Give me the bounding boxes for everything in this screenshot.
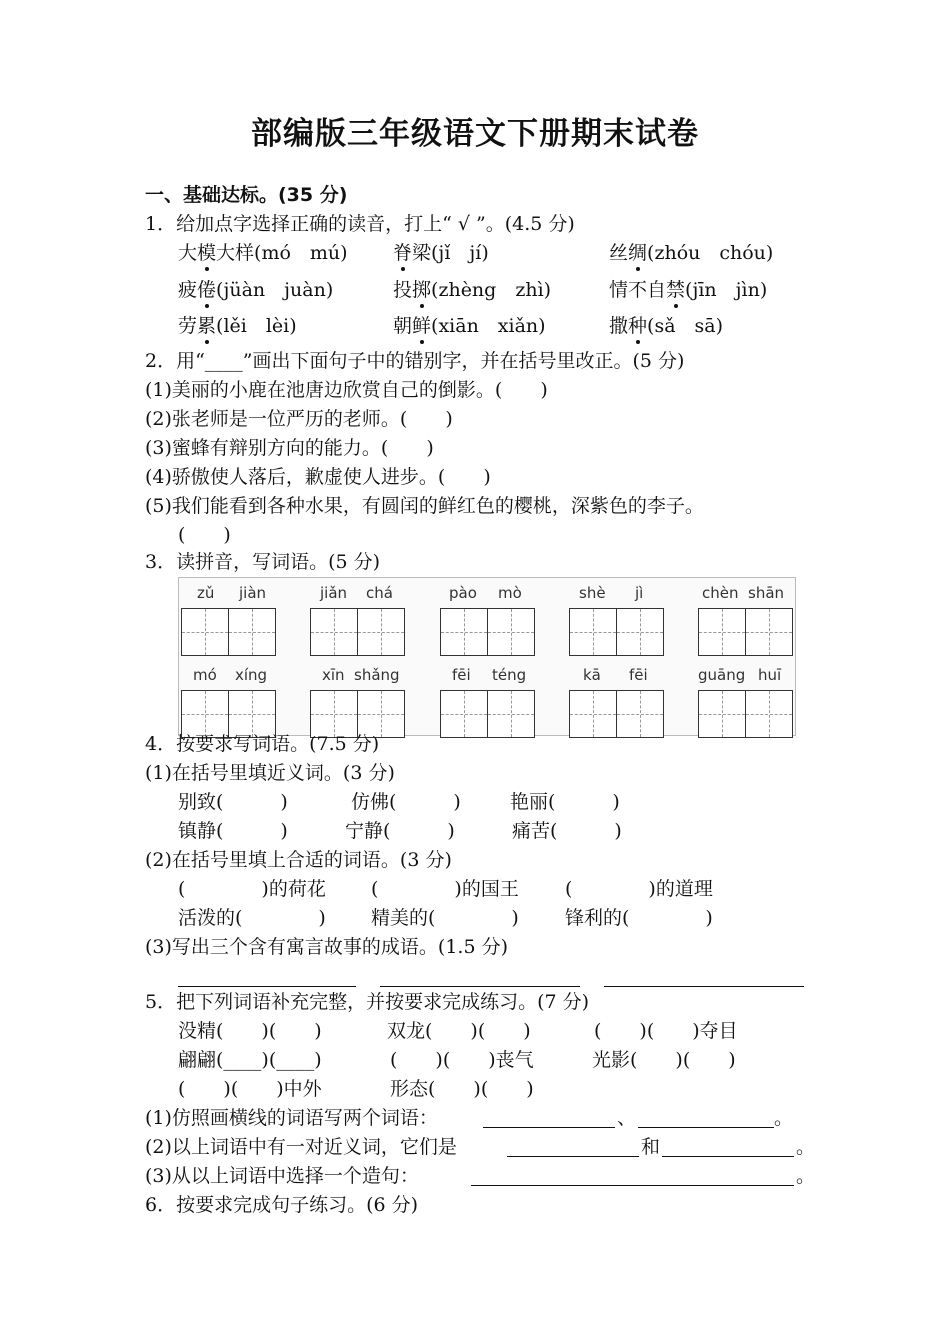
q2-line: (2)张老师是一位严历的老师。( ): [145, 408, 453, 430]
writing-box[interactable]: [310, 690, 358, 738]
pinyin-syllable: pào: [449, 584, 477, 602]
q4-synonym-item: 镇静( ): [178, 820, 288, 842]
q4-fit-item: ( )的国王: [371, 878, 519, 900]
pinyin-syllable: xīn: [322, 666, 345, 684]
writing-box[interactable]: [181, 690, 229, 738]
q5-word: 双龙( )( ): [387, 1020, 531, 1042]
q2-line: (1)美丽的小鹿在池唐边欣赏自己的倒影。( ): [145, 379, 548, 401]
q4-synonym-item: 别致( ): [178, 791, 288, 813]
pinyin-syllable: zǔ: [197, 584, 215, 602]
pinyin-syllable: téng: [492, 666, 527, 684]
writing-box[interactable]: [228, 690, 276, 738]
q5-sub1-label: (1)仿照画横线的词语写两个词语：: [145, 1107, 438, 1129]
q1-item: 投掷(zhèng zhì): [393, 279, 552, 301]
answer-line[interactable]: [471, 1185, 794, 1186]
q4-subheading: (2)在括号里填上合适的词语。(3 分): [145, 849, 452, 871]
writing-box[interactable]: [616, 690, 664, 738]
q2-line: (5)我们能看到各种水果，有圆闰的鲜红色的樱桃，深紫色的李子。: [145, 495, 704, 517]
question-2-heading: 2．用“____”画出下面句子中的错别字，并在括号里改正。(5 分): [145, 350, 685, 372]
pinyin-syllable: fēi: [629, 666, 648, 684]
pinyin-syllable: jiǎn: [320, 584, 348, 602]
q1-item: 朝鲜(xiān xiǎn): [393, 315, 546, 337]
writing-box[interactable]: [569, 690, 617, 738]
answer-line[interactable]: [638, 1127, 774, 1128]
q5-sub1-separator: 、: [617, 1107, 637, 1129]
q5-word: 光影( )( ): [592, 1049, 736, 1071]
writing-box[interactable]: [357, 608, 405, 656]
pinyin-syllable: chá: [366, 584, 393, 602]
pinyin-syllable: xíng: [235, 666, 268, 684]
question-5-heading: 5．把下列词语补充完整，并按要求完成练习。(7 分): [145, 991, 590, 1013]
writing-box[interactable]: [228, 608, 276, 656]
pinyin-syllable: mó: [193, 666, 217, 684]
answer-line[interactable]: [380, 986, 580, 987]
answer-line[interactable]: [507, 1156, 639, 1157]
q1-item: 丝绸(zhóu chóu): [609, 242, 774, 264]
q1-item: 疲倦(jüàn juàn): [178, 279, 334, 301]
q4-fit-item: ( )的道理: [565, 878, 713, 900]
pinyin-syllable: shān: [748, 584, 785, 602]
q1-item: 大模大样(mó mú): [178, 242, 348, 264]
q1-item: 情不自禁(jīn jìn): [609, 279, 768, 301]
q5-sub2-end: 。: [796, 1136, 816, 1158]
q2-line: (3)蜜蜂有辩别方向的能力。( ): [145, 437, 434, 459]
q5-sub3-label: (3)从以上词语中选择一个造句：: [145, 1165, 419, 1187]
answer-line[interactable]: [483, 1127, 615, 1128]
writing-box[interactable]: [440, 608, 488, 656]
pinyin-syllable: shǎng: [354, 666, 400, 684]
q1-item: 劳累(lěi lèi): [178, 315, 297, 337]
section-heading: 一、基础达标。(35 分): [145, 184, 348, 206]
q4-synonym-item: 宁静( ): [345, 820, 455, 842]
writing-box[interactable]: [698, 690, 746, 738]
q5-word: 翩翩(____)(____): [178, 1049, 322, 1071]
question-4-heading: 4．按要求写词语。(7.5 分): [145, 733, 380, 755]
q5-word: ( )( )中外: [178, 1078, 322, 1100]
q5-sub3-end: 。: [796, 1165, 816, 1187]
writing-box[interactable]: [357, 690, 405, 738]
pinyin-syllable: shè: [579, 584, 606, 602]
q4-subheading: (3)写出三个含有寓言故事的成语。(1.5 分): [145, 936, 508, 958]
writing-box[interactable]: [569, 608, 617, 656]
q5-word: ( )( )夺目: [594, 1020, 738, 1042]
q5-word: ( )( )丧气: [390, 1049, 534, 1071]
q5-sub2-label: (2)以上词语中有一对近义词，它们是: [145, 1136, 457, 1158]
q4-fit-item: 活泼的( ): [178, 907, 326, 929]
writing-box[interactable]: [698, 608, 746, 656]
pinyin-syllable: jiàn: [239, 584, 267, 602]
question-3-heading: 3．读拼音，写词语。(5 分): [145, 551, 381, 573]
q4-synonym-item: 艳丽( ): [510, 791, 620, 813]
pinyin-syllable: guāng: [698, 666, 746, 684]
writing-box[interactable]: [310, 608, 358, 656]
q5-word: 没精( )( ): [178, 1020, 322, 1042]
answer-line[interactable]: [178, 986, 356, 987]
writing-box[interactable]: [440, 690, 488, 738]
writing-box[interactable]: [616, 608, 664, 656]
pinyin-syllable: jì: [635, 584, 644, 602]
writing-box[interactable]: [487, 608, 535, 656]
writing-box[interactable]: [181, 608, 229, 656]
writing-box[interactable]: [487, 690, 535, 738]
pinyin-syllable: mò: [498, 584, 522, 602]
q4-subheading: (1)在括号里填近义词。(3 分): [145, 762, 395, 784]
pinyin-syllable: fēi: [452, 666, 471, 684]
question-6-heading: 6．按要求完成句子练习。(6 分): [145, 1194, 419, 1216]
q4-fit-item: 精美的( ): [371, 907, 519, 929]
writing-box[interactable]: [745, 608, 793, 656]
question-1-heading: 1．给加点字选择正确的读音，打上“ √ ”。(4.5 分): [145, 213, 575, 235]
q2-line: (4)骄傲使人落后，歉虚使人进步。( ): [145, 466, 491, 488]
q5-sub1-end: 。: [774, 1107, 794, 1129]
q2-line: ( ): [178, 524, 231, 546]
q1-item: 撒种(sǎ sā): [609, 315, 724, 337]
pinyin-syllable: chèn: [702, 584, 739, 602]
q4-fit-item: 锋利的( ): [565, 907, 713, 929]
writing-box[interactable]: [745, 690, 793, 738]
q1-item: 脊梁(jǐ jí): [393, 242, 489, 264]
pinyin-syllable: kā: [583, 666, 601, 684]
pinyin-writing-panel: [178, 577, 796, 736]
answer-line[interactable]: [604, 986, 804, 987]
q4-synonym-item: 仿佛( ): [351, 791, 461, 813]
q5-word: 形态( )( ): [390, 1078, 534, 1100]
answer-line[interactable]: [662, 1156, 794, 1157]
q5-sub2-and: 和: [641, 1136, 661, 1158]
q4-synonym-item: 痛苦( ): [512, 820, 622, 842]
q4-fit-item: ( )的荷花: [178, 878, 326, 900]
pinyin-syllable: huī: [758, 666, 782, 684]
page-title: 部编版三年级语文下册期末试卷: [251, 116, 699, 152]
